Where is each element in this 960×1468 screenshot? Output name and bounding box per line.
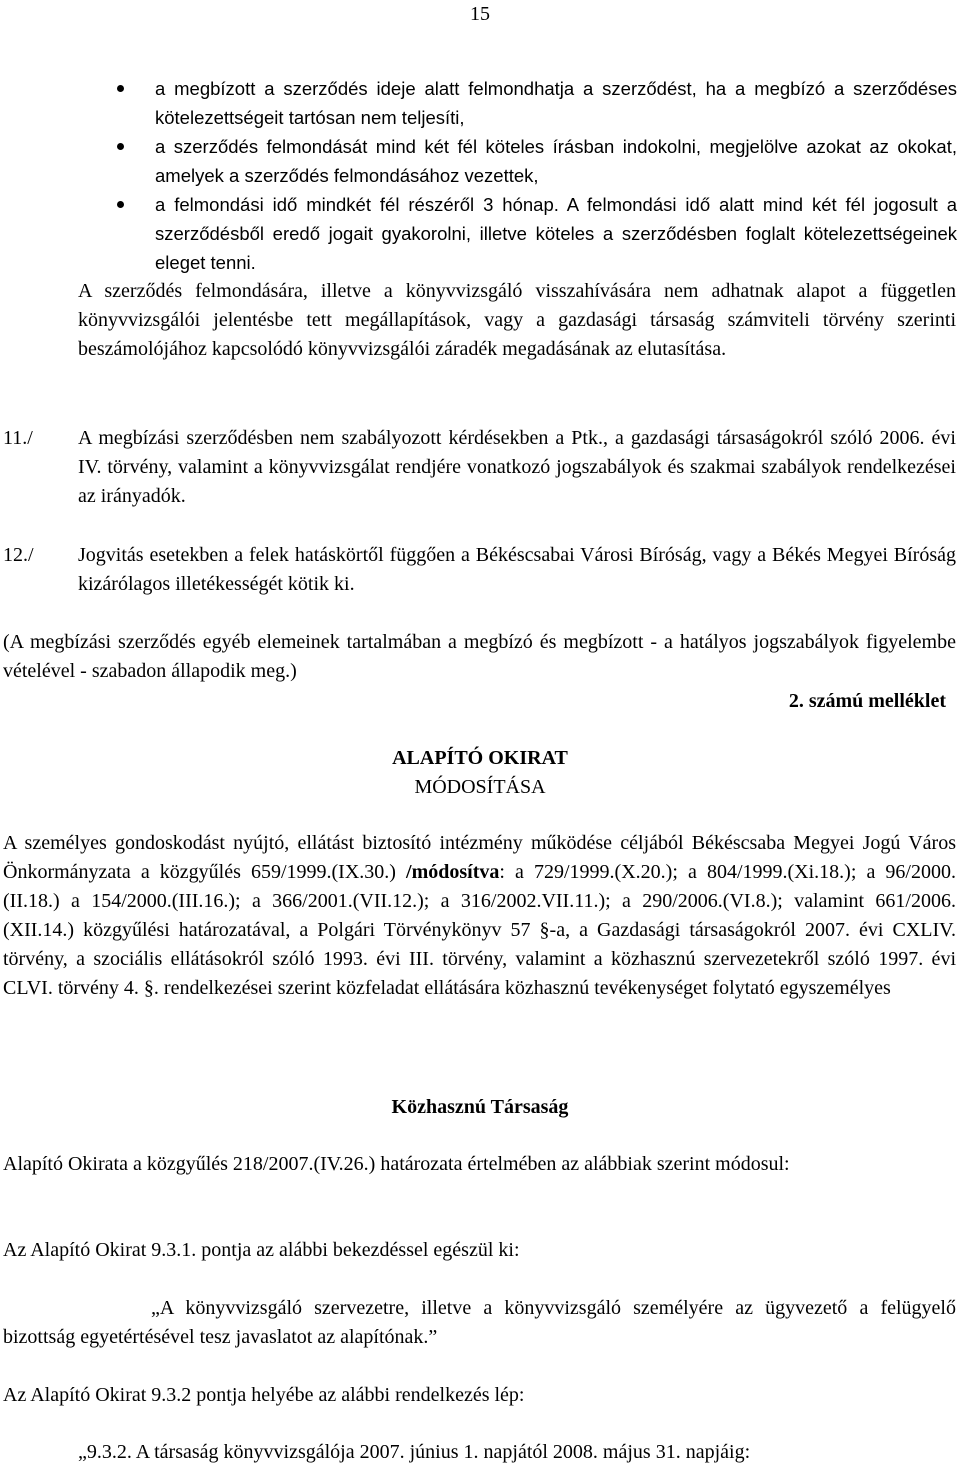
list-item — [105, 132, 957, 190]
page-number: 15 — [470, 3, 490, 25]
deed-intro-paragraph — [3, 829, 956, 1003]
bullet-icon — [117, 201, 124, 208]
list-item — [105, 74, 957, 132]
bullet-icon — [117, 143, 124, 150]
point-931-intro: Az Alapító Okirat 9.3.1. pontja az alábbi bekezdéssel egészül ki: — [3, 1239, 520, 1261]
clause-number: 11./ — [3, 427, 33, 449]
deed-intro-continuation: : a 729/1999.(X.20.); a 804/1999.(Xi.18.); a 96/2000.(II.18.) a 154/2000.(III.16.); a 366/2001.(VII.12.); a 316/2002.VII.11.); a 290/2006.(VI.8.); valamint 661/2006.(XII.14.) közgyűlési határozatával, a Polgári Törvénykönyv 57 §-a, a Gazdasági társaságokról 2007. évi CXLIV. törvény, a szociális ellátásokról szóló 1993. évi III. törvény, valamint a közhasznú szervezetekről szóló 1997. évi CLVI. törvény 4. §. rendelkezései szerint közfeladat ellátására közhasznú tevékenységet folytató egyszemélyes — [3, 861, 956, 999]
clause-12 — [3, 541, 956, 601]
auditor-paragraph: A szerződés felmondására, illetve a könyvvizsgáló visszahívására nem adhatnak alapot a független könyvvizsgálói jelentésbe tett megállapítások, vagy a gazdasági társaság számviteli törvény szerinti beszámolójához kapcsolódó könyvvizsgálói záradék megadásának az elutasítása. — [78, 280, 956, 360]
bullet-text: a felmondási idő mindkét fél részéről 3 hónap. A felmondási idő alatt mind két fél jogosult a szerződésből eredő jogait gyakorolni, illetve köteles a szerződésben foglalt kötelezettségeinek eleget tenni. — [155, 194, 957, 273]
point-932-intro: Az Alapító Okirat 9.3.2 pontja helyébe az alábbi rendelkezés lép: — [3, 1384, 525, 1406]
clause-number: 12./ — [3, 544, 34, 566]
termination-bullet-list — [105, 74, 957, 277]
bullet-text: a megbízott a szerződés ideje alatt felmondhatja a szerződést, ha a megbízó a szerződéses kötelezettségeit tartósan nem teljesíti, — [155, 78, 957, 128]
company-heading: Közhasznú Társaság — [391, 1096, 569, 1118]
clause-11 — [3, 424, 956, 514]
point-931-quote: „A könyvvizsgáló szervezetre, illetve a könyvvizsgáló személyére az ügyvezető a felügyelő bizottság egyetértésével tesz javaslatot az alapítónak.” — [3, 1297, 956, 1348]
deed-intro-text: A személyes gondoskodást nyújtó, ellátást biztosító intézmény működése céljából Békéscsaba Megyei Jogú Város Önkormányzata a közgyűlés 659/1999.(IX.30.) — [3, 832, 956, 883]
deed-subtitle: MÓDOSÍTÁSA — [414, 776, 546, 798]
annex-label: 2. számú melléklet — [788, 690, 946, 712]
clause-text: A megbízási szerződésben nem szabályozott kérdésekben a Ptk., a gazdasági társaságokról szóló 2006. évi IV. törvény, valamint a könyvvizsgálat rendjére vonatkozó jogszabályok és szakmai szabályok rendelkezései az irányadók. — [78, 427, 956, 507]
clause-text-body: Jogvitás esetekben a felek hatáskörtől függően a Békéscsabai Városi Bíróság, vagy a Békés Megyei Bíróság kizárólagos illetékességét kötik ki. — [78, 544, 956, 595]
deed-modified-label: /módosítva — [406, 861, 500, 883]
deed-title: ALAPÍTÓ OKIRAT — [392, 747, 568, 769]
closing-note: (A megbízási szerződés egyéb elemeinek tartalmában a megbízó és megbízott - a hatályos jogszabályok figyelembe vételével - szabadon állapodik meg.) — [3, 631, 956, 682]
bullet-icon — [117, 85, 124, 92]
point-932-quote: „9.3.2. A társaság könyvvizsgálója 2007. június 1. napjától 2008. május 31. napjáig: — [78, 1441, 751, 1463]
list-item — [105, 190, 957, 277]
bullet-text: a szerződés felmondását mind két fél köteles írásban indokolni, megjelölve azokat az okokat, amelyek a szerződés felmondásához vezettek, — [155, 136, 957, 186]
clause-text — [78, 541, 956, 599]
amendment-intro: Alapító Okirata a közgyűlés 218/2007.(IV.26.) határozata értelmében az alábbiak szerint módosul: — [3, 1153, 790, 1175]
